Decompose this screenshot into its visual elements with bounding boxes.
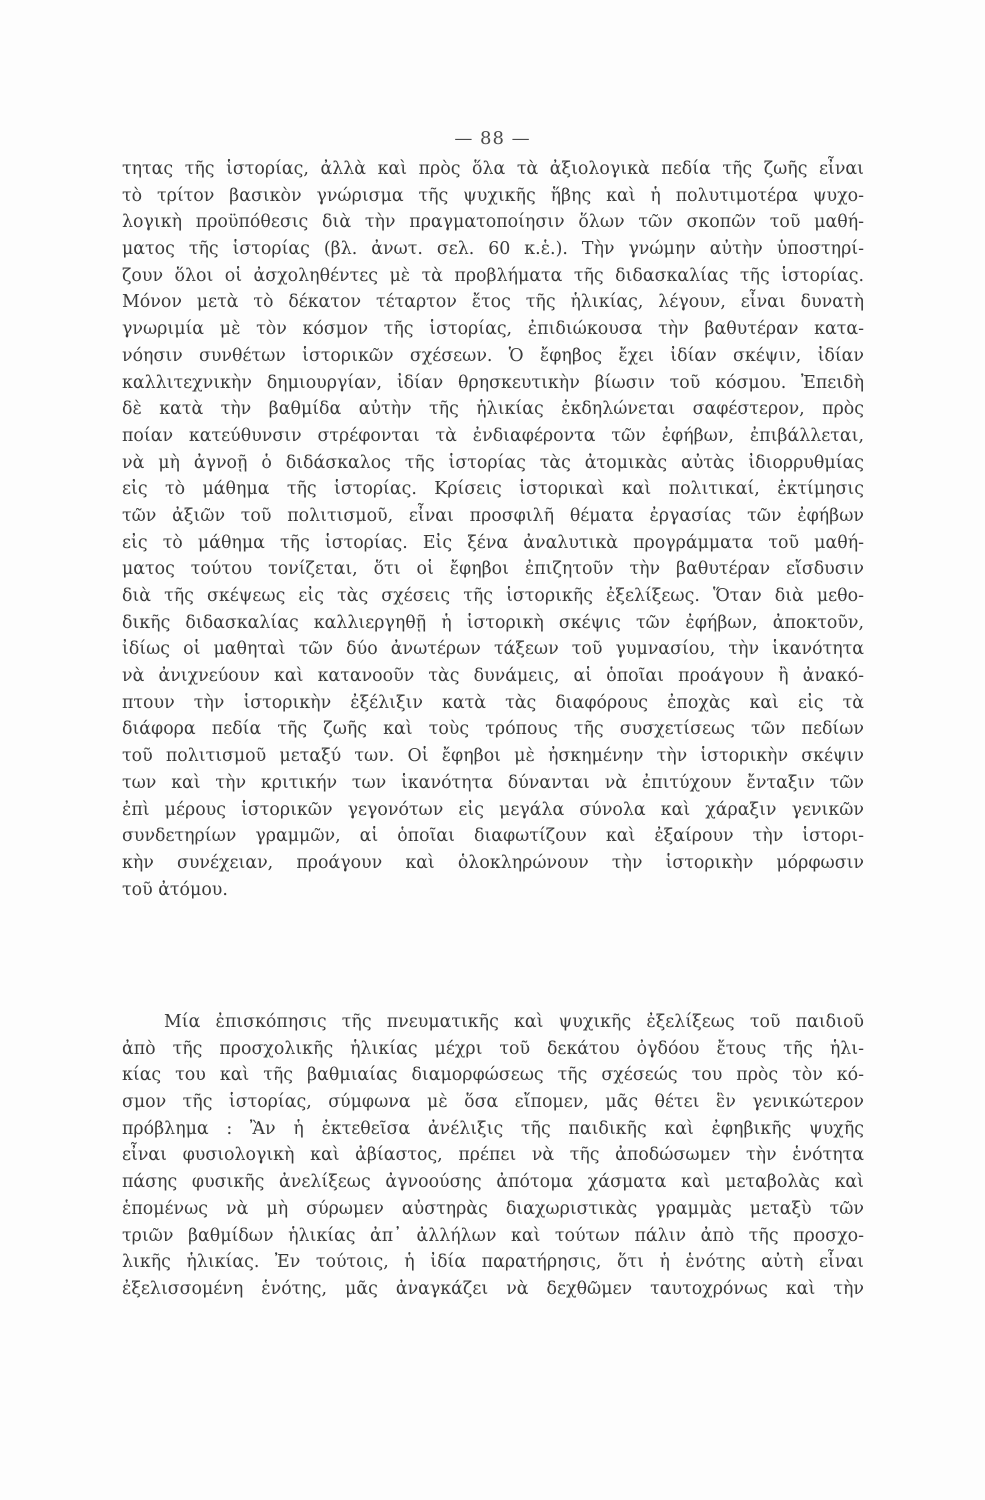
text-line: τριῶν βαθμίδων ἡλικίας ἀπ᾿ ἀλλήλων καὶ τούτων πάλιν ἀπὸ τῆς προσχο- bbox=[122, 1225, 864, 1246]
text-line: Μόνον μετὰ τὸ δέκατον τέταρτον ἔτος τῆς ἡλικίας, λέγουν, εἶναι δυνατὴ bbox=[122, 292, 864, 313]
text-line: πτουν τὴν ἱστορικὴν ἐξέλιξιν κατὰ τὰς διαφόρους ἐποχὰς καὶ εἰς τὰ bbox=[122, 692, 864, 713]
paragraph-1 bbox=[122, 156, 864, 903]
text-line: λικῆς ἡλικίας. Ἐν τούτοις, ἡ ἰδία παρατήρησις, ὅτι ἡ ἑνότης αὐτὴ εἶναι bbox=[122, 1252, 864, 1273]
text-line: πρόβλημα : Ἂν ἡ ἐκτεθεῖσα ἀνέλιξις τῆς παιδικῆς καὶ ἐφηβικῆς ψυχῆς bbox=[122, 1118, 864, 1139]
text-line: εἰς τὸ μάθημα τῆς ἱστορίας. Εἰς ξένα ἀναλυτικὰ προγράμματα τοῦ μαθή- bbox=[122, 532, 864, 553]
text-line: των καὶ τὴν κριτικήν των ἱκανότητα δύνανται νὰ ἐπιτύχουν ἔνταξιν τῶν bbox=[122, 772, 864, 793]
text-line: ἑπομένως νὰ μὴ σύρωμεν αὐστηρὰς διαχωριστικὰς γραμμὰς μεταξὺ τῶν bbox=[122, 1198, 864, 1219]
text-line: ἐπὶ μέρους ἱστορικῶν γεγονότων εἰς μεγάλα σύνολα καὶ χάραξιν γενικῶν bbox=[122, 799, 864, 820]
text-line: κίας του καὶ τῆς βαθμιαίας διαμορφώσεως τῆς σχέσεώς του πρὸς τὸν κό- bbox=[122, 1065, 864, 1086]
text-line: ἰδίως οἱ μαθηταὶ τῶν δύο ἀνωτέρων τάξεων τοῦ γυμνασίου, τὴν ἱκανότητα bbox=[122, 639, 864, 660]
text-line: εἶναι φυσιολογικὴ καὶ ἀβίαστος, πρέπει νὰ τῆς ἀποδώσωμεν τὴν ἑνότητα bbox=[122, 1145, 864, 1166]
text-line: ἀπὸ τῆς προσχολικῆς ἡλικίας μέχρι τοῦ δεκάτου ὀγδόου ἔτους τῆς ἡλι- bbox=[122, 1038, 864, 1059]
text-line: δὲ κατὰ τὴν βαθμίδα αὐτὴν τῆς ἡλικίας ἐκδηλώνεται σαφέστερον, πρὸς bbox=[122, 399, 864, 420]
text-line: τῶν ἀξιῶν τοῦ πολιτισμοῦ, εἶναι προσφιλῆ θέματα ἐργασίας τῶν ἐφήβων bbox=[122, 505, 864, 526]
text-line: ποίαν κατεύθυνσιν στρέφονται τὰ ἐνδιαφέροντα τῶν ἐφήβων, ἐπιβάλλεται, bbox=[122, 425, 864, 446]
text-line: ἐξελισσομένη ἑνότης, μᾶς ἀναγκάζει νὰ δεχθῶμεν ταυτοχρόνως καὶ τὴν bbox=[122, 1278, 864, 1299]
text-line: κὴν συνέχειαν, προάγουν καὶ ὁλοκληρώνουν τὴν ἱστορικὴν μόρφωσιν bbox=[122, 852, 864, 873]
text-line: διάφορα πεδία τῆς ζωῆς καὶ τοὺς τρόπους τῆς συσχετίσεως τῶν πεδίων bbox=[122, 719, 864, 740]
text-line: διὰ τῆς σκέψεως εἰς τὰς σχέσεις τῆς ἱστορικῆς ἐξελίξεως. Ὅταν διὰ μεθο- bbox=[122, 586, 864, 606]
text-line: τὸ τρίτον βασικὸν γνώρισμα τῆς ψυχικῆς ἥβης καὶ ἡ πολυτιμοτέρα ψυχο- bbox=[122, 185, 864, 206]
paragraph-2 bbox=[122, 1009, 864, 1303]
text-line: νόησιν συνθέτων ἱστορικῶν σχέσεων. Ὁ ἔφηβος ἔχει ἰδίαν σκέψιν, ἰδίαν bbox=[122, 345, 864, 366]
text-line: νὰ μὴ ἀγνοῇ ὁ διδάσκαλος τῆς ἱστορίας τὰς ἀτομικὰς αὐτὰς ἰδιορρυθμίας bbox=[122, 452, 864, 473]
text-line: εἰς τὸ μάθημα τῆς ἱστορίας. Κρίσεις ἱστορικαὶ καὶ πολιτικαί, ἐκτίμησις bbox=[122, 479, 864, 500]
text-line: καλλιτεχνικὴν δημιουργίαν, ἰδίαν θρησκευτικὴν βίωσιν τοῦ κόσμου. Ἐπειδὴ bbox=[122, 372, 864, 393]
page-number: — 88 — bbox=[454, 128, 531, 149]
text-line: τητας τῆς ἱστορίας, ἀλλὰ καὶ πρὸς ὅλα τὰ ἀξιολογικὰ πεδία τῆς ζωῆς εἶναι bbox=[122, 159, 864, 179]
text-line: ματος τῆς ἱστορίας (βλ. ἀνωτ. σελ. 60 κ.ἑ.). Τὴν γνώμην αὐτὴν ὑποστηρί- bbox=[122, 239, 864, 260]
text-line: δικῆς διδασκαλίας καλλιεργηθῇ ἡ ἱστορικὴ σκέψις τῶν ἐφήβων, ἀποκτοῦν, bbox=[122, 612, 864, 633]
text-line: λογικὴ προϋπόθεσις διὰ τὴν πραγματοποίησιν ὅλων τῶν σκοπῶν τοῦ μαθή- bbox=[122, 212, 864, 233]
text-line: ματος τούτου τονίζεται, ὅτι οἱ ἔφηβοι ἐπιζητοῦν τὴν βαθυτέραν εἴσδυσιν bbox=[122, 559, 864, 580]
text-line: γνωριμία μὲ τὸν κόσμον τῆς ἱστορίας, ἐπιδιώκουσα τὴν βαθυτέραν κατα- bbox=[122, 319, 864, 340]
text-line: πάσης φυσικῆς ἀνελίξεως ἀγνοούσης ἀπότομα χάσματα καὶ μεταβολὰς καὶ bbox=[122, 1172, 864, 1193]
text-line: συνδετηρίων γραμμῶν, αἱ ὁποῖαι διαφωτίζουν καὶ ἐξαίρουν τὴν ἱστορι- bbox=[122, 826, 864, 847]
text-line: σμον τῆς ἱστορίας, σύμφωνα μὲ ὅσα εἴπομεν, μᾶς θέτει ἓν γενικώτερον bbox=[122, 1092, 864, 1113]
text-line: τοῦ ἀτόμου. bbox=[122, 879, 228, 900]
text-line: τοῦ πολιτισμοῦ μεταξύ των. Οἱ ἔφηβοι μὲ ἠσκημένην τὴν ἱστορικὴν σκέψιν bbox=[122, 746, 864, 767]
text-line: νὰ ἀνιχνεύουν καὶ κατανοοῦν τὰς δυνάμεις, αἱ ὁποῖαι προάγουν ἢ ἀνακό- bbox=[122, 666, 864, 687]
text-line: ζουν ὅλοι οἱ ἀσχοληθέντες μὲ τὰ προβλήματα τῆς διδασκαλίας τῆς ἱστορίας. bbox=[122, 265, 864, 286]
text-line: Μία ἐπισκόπησις τῆς πνευματικῆς καὶ ψυχικῆς ἐξελίξεως τοῦ παιδιοῦ bbox=[164, 1012, 864, 1032]
